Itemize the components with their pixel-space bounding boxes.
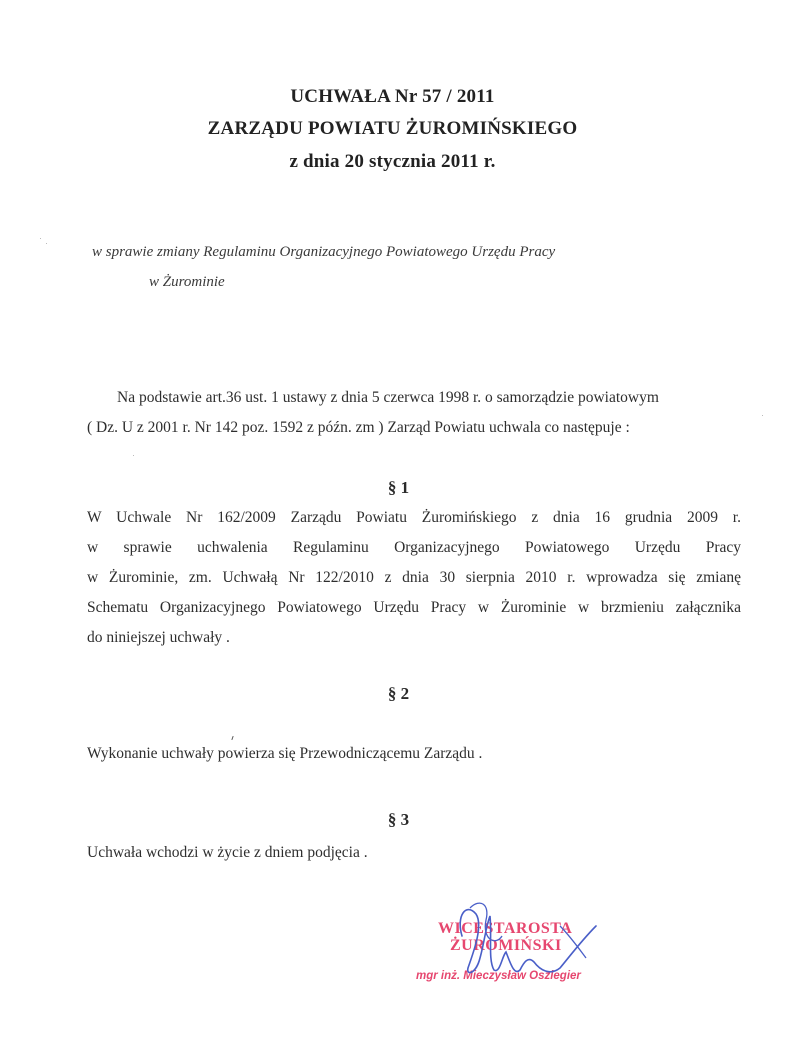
- scan-speck: [133, 455, 134, 456]
- stamp-signatory-name: mgr inż. Mieczysław Oszlegier: [416, 970, 581, 982]
- official-stamp: [410, 896, 620, 996]
- section-3-text: Uchwała wchodzi w życie z dniem podjęcia .: [87, 844, 368, 861]
- stamp-title-line-1: WICESTAROSTA: [438, 920, 573, 937]
- scan-mark: [231, 736, 233, 740]
- section-1-line: Schematu Organizacyjnego Powiatowego Urzędu Pracy w Żurominie w brzmieniu załącznika: [87, 599, 741, 616]
- scan-speck: [762, 415, 763, 416]
- subject-line-1: w sprawie zmiany Regulaminu Organizacyjnego Powiatowego Urzędu Pracy: [92, 244, 556, 260]
- section-1-line: w sprawie uchwalenia Regulaminu Organizacyjnego Powiatowego Urzędu Pracy: [87, 539, 741, 556]
- scan-speck: [46, 243, 47, 244]
- scan-speck: [40, 238, 41, 239]
- preamble-line-2: ( Dz. U z 2001 r. Nr 142 poz. 1592 z późn. zm ) Zarząd Powiatu uchwala co następuje :: [87, 419, 630, 436]
- section-2-text: Wykonanie uchwały powierza się Przewodniczącemu Zarządu .: [87, 745, 483, 762]
- section-2-heading: § 2: [387, 684, 410, 703]
- section-1-line: W Uchwale Nr 162/2009 Zarządu Powiatu Żuromińskiego z dnia 16 grudnia 2009 r.: [87, 509, 741, 526]
- handwritten-signature: [410, 896, 620, 996]
- resolution-date: z dnia 20 stycznia 2011 r.: [289, 151, 496, 172]
- section-1-heading: § 1: [387, 478, 410, 497]
- signature-stroke: [460, 910, 596, 973]
- preamble-line-1: Na podstawie art.36 ust. 1 ustawy z dnia 5 czerwca 1998 r. o samorządzie powiatowym: [117, 389, 659, 406]
- section-1-line: do niniejszej uchwały .: [87, 629, 230, 646]
- stamp-title-line-2: ŻUROMIŃSKI: [450, 937, 562, 954]
- issuing-body: ZARZĄDU POWIATU ŻUROMIŃSKIEGO: [207, 118, 578, 139]
- section-3-heading: § 3: [387, 810, 410, 829]
- subject-line-2: w Żurominie: [149, 274, 225, 290]
- signature-stroke: [470, 903, 502, 941]
- resolution-number: UCHWAŁA Nr 57 / 2011: [290, 86, 495, 107]
- section-1-line: w Żurominie, zm. Uchwałą Nr 122/2010 z dnia 30 sierpnia 2010 r. wprowadza się zmianę: [87, 569, 741, 586]
